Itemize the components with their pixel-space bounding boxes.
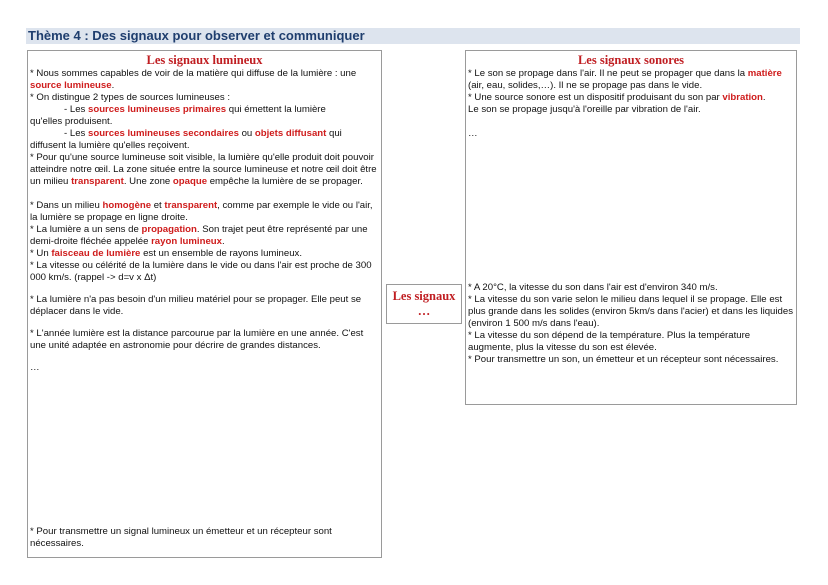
sound-p3: Le son se propage jusqu'à l'oreille par vibration de l'air.: [468, 104, 701, 115]
light-p8: * Un faisceau de lumière est un ensemble de rayons lumineux.: [30, 248, 302, 259]
light-p10: * La lumière n'a pas besoin d'un milieu matériel pour se propager. Elle peut se déplacer dans le vide.: [30, 294, 362, 317]
light-p12: …: [30, 362, 40, 373]
other-signals-box: [386, 284, 462, 324]
title-bar: [26, 28, 800, 44]
light-p11: * L'année lumière est la distance parcourue par la lumière en une année. C'est une unité adaptée en astronomie pour décrire de grandes distances.: [30, 328, 364, 351]
sound-signals-box: [465, 50, 797, 405]
light-p9: * La vitesse ou célérité de la lumière dans le vide ou dans l'air est proche de 300 000 km/s. (rappel -> d=v x Δt): [30, 260, 372, 283]
page-title: Thème 4 : Des signaux pour observer et communiquer: [28, 28, 365, 43]
light-p7: * La lumière a un sens de propagation. Son trajet peut être représenté par une demi-droite fléchée appelée rayon lumineux.: [30, 224, 368, 247]
light-signals-box: [27, 50, 382, 558]
sound-p6: * La vitesse du son varie selon le milieu dans lequel il se propage. Elle est plus grande dans les solides (environ 5km/s dans l'acier) et dans les liquides (environ 1 500 m/s dans l'eau).: [468, 294, 793, 329]
sound-p7: * La vitesse du son dépend de la température. Plus la température augmente, plus la vitesse du son est élevée.: [468, 330, 751, 353]
light-p6: * Dans un milieu homogène et transparent, comme par exemple le vide ou l'air, la lumière se propage en ligne droite.: [30, 200, 373, 223]
other-signals-title: Les signaux …: [392, 289, 456, 318]
light-p5: * Pour qu'une source lumineuse soit visible, la lumière qu'elle produit doit pouvoir atteindre notre œil. La zone située entre la source lumineuse et notre œil doit être un milieu transparent. Une zone opaque empêche la lumière de se propager.: [30, 152, 377, 187]
light-p4b: diffusent la lumière qu'elles reçoivent.: [30, 140, 190, 151]
sound-p2: * Une source sonore est un dispositif produisant du son par vibration.: [468, 92, 766, 103]
sound-p1: * Le son se propage dans l'air. Il ne peut se propager que dans la matière (air, eau, solides,…). Il ne se propage pas dans le vide.: [468, 68, 782, 91]
sound-signals-title: Les signaux sonores: [577, 53, 685, 67]
sound-p5: * A 20°C, la vitesse du son dans l'air est d'environ 340 m/s.: [468, 282, 718, 293]
sound-p4: …: [468, 128, 478, 139]
light-p3b: qu'elles produisent.: [30, 116, 113, 127]
light-p4: - Les sources lumineuses secondaires ou objets diffusant qui: [64, 128, 342, 139]
light-p2: * On distingue 2 types de sources lumineuses :: [30, 92, 230, 103]
light-signals-title: Les signaux lumineux: [146, 53, 263, 67]
light-p3: - Les sources lumineuses primaires qui émettent la lumière: [64, 104, 326, 115]
light-p1: * Nous sommes capables de voir de la matière qui diffuse de la lumière : une source lumineuse.: [30, 68, 357, 91]
sound-p8: * Pour transmettre un son, un émetteur et un récepteur sont nécessaires.: [468, 354, 779, 365]
light-p13: * Pour transmettre un signal lumineux un émetteur et un récepteur sont nécessaires.: [30, 526, 332, 549]
